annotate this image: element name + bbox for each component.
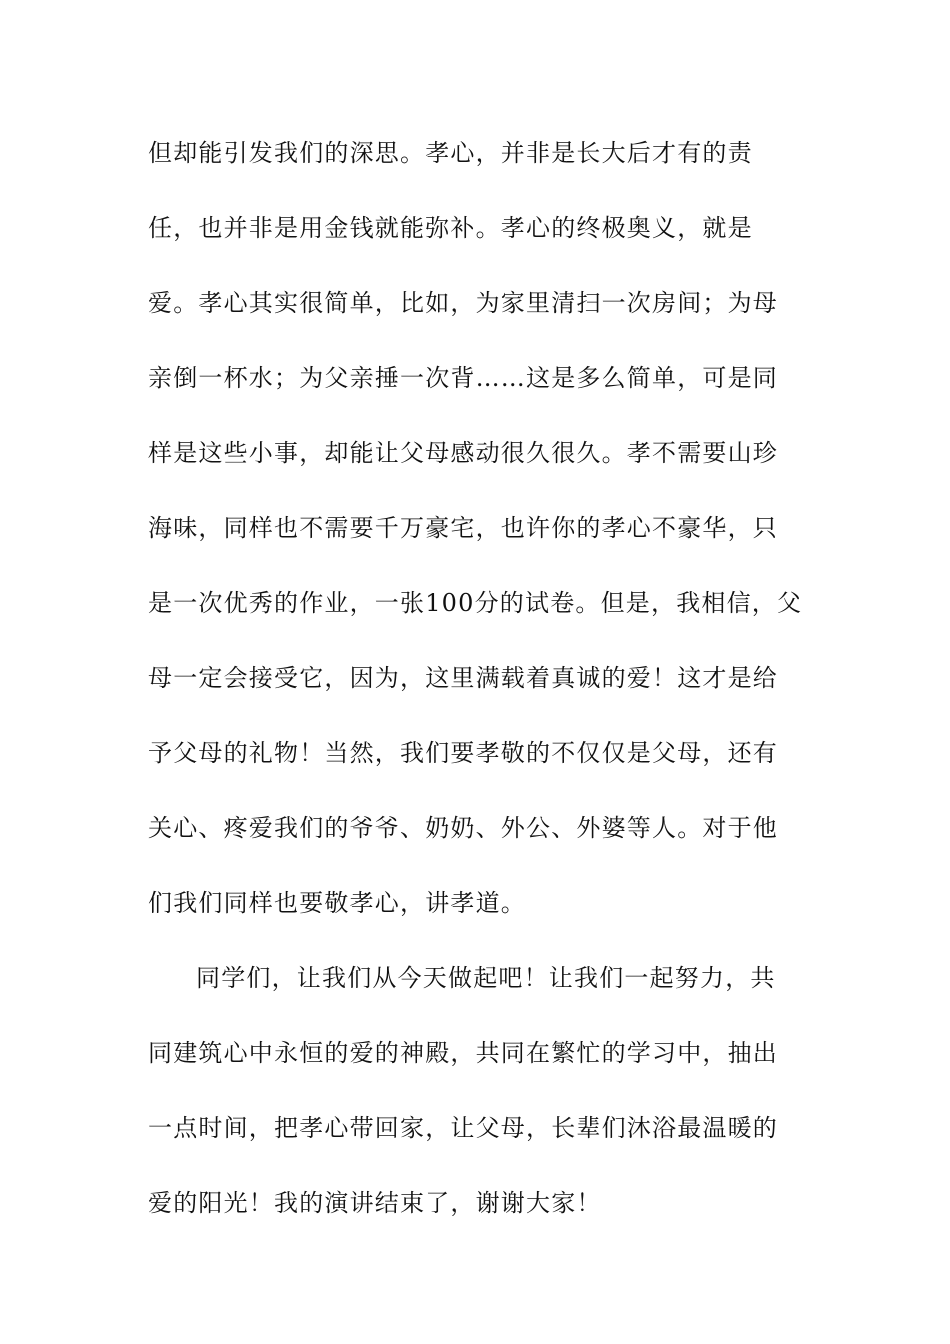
text-line: 亲倒一杯水；为父亲捶一次背……这是多么简单，可是同 bbox=[148, 364, 778, 392]
text-line: 一点时间，把孝心带回家，让父母，长辈们沐浴最温暖的 bbox=[148, 1114, 778, 1142]
text-line: 是一次优秀的作业，一张100分的试卷。但是，我相信，父 bbox=[148, 589, 803, 617]
text-line: 同建筑心中永恒的爱的神殿，共同在繁忙的学习中，抽出 bbox=[148, 1039, 778, 1067]
text-line: 予父母的礼物！当然，我们要孝敬的不仅仅是父母，还有 bbox=[148, 739, 778, 767]
text-line: 任，也并非是用金钱就能弥补。孝心的终极奥义，就是 bbox=[148, 214, 753, 242]
text-line: 海味，同样也不需要千万豪宅，也许你的孝心不豪华，只 bbox=[148, 514, 778, 542]
text-line: 母一定会接受它，因为，这里满载着真诚的爱！这才是给 bbox=[148, 664, 778, 692]
text-line: 们我们同样也要敬孝心，讲孝道。 bbox=[148, 889, 526, 917]
text-line: 关心、疼爱我们的爷爷、奶奶、外公、外婆等人。对于他 bbox=[148, 814, 778, 842]
text-line: 但却能引发我们的深思。孝心，并非是长大后才有的责 bbox=[148, 139, 753, 167]
text-line: 样是这些小事，却能让父母感动很久很久。孝不需要山珍 bbox=[148, 439, 778, 467]
speech-text bbox=[148, 130, 828, 1255]
paragraph-first-line: 同学们，让我们从今天做起吧！让我们一起努力，共 bbox=[196, 964, 776, 992]
text-line: 爱。孝心其实很简单，比如，为家里清扫一次房间；为母 bbox=[148, 289, 778, 317]
text-line: 爱的阳光！我的演讲结束了，谢谢大家！ bbox=[148, 1189, 602, 1217]
